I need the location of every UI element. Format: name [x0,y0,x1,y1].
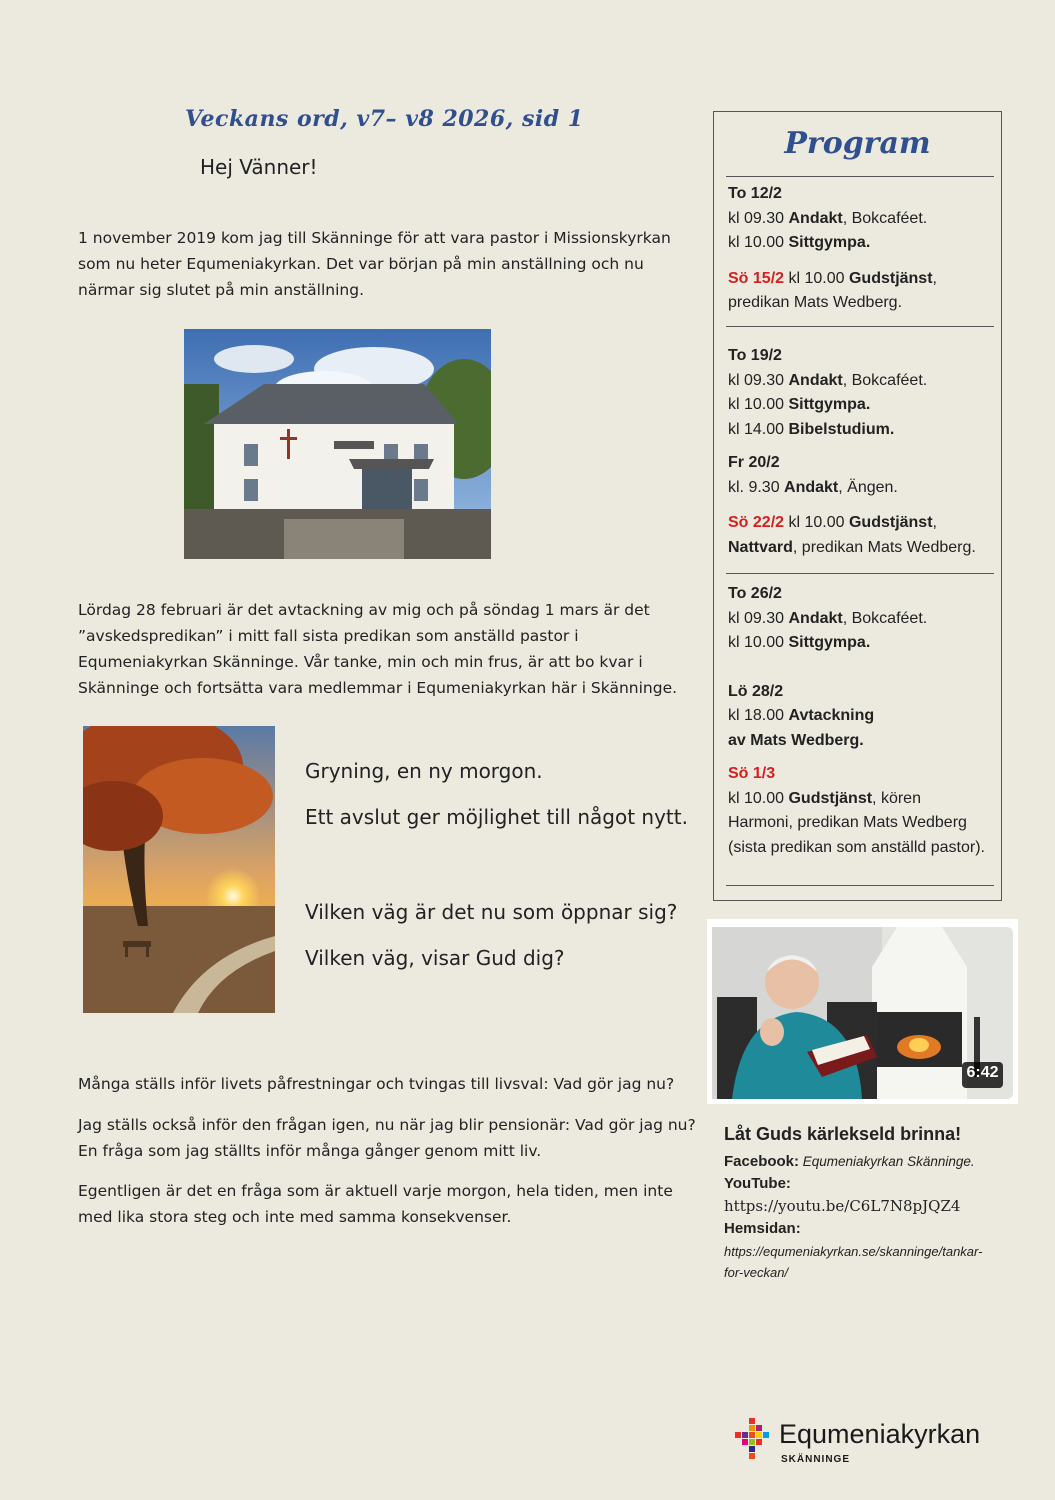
greeting: Hej Vänner! [200,155,318,179]
poem-line-2: Ett avslut ger möjlighet till något nytt. [305,805,688,829]
video-duration: 6:42 [966,1064,999,1081]
program-week-3: To 26/2 kl 09.30 Andakt, Bokcaféet. kl 10.00 Sittgympa. Lö 28/2 kl 18.00 Avtackning av Mats Wedberg. Sö 1/3 kl 10.00 Gudstjänst, kören Harmoni, predikan Mats Wedberg (sista predikan som anställd pastor). [728,585,985,856]
video-thumbnail[interactable] [707,919,1018,1104]
program-week-2: To 19/2 kl 09.30 Andakt, Bokcaféet. kl 10.00 Sittgympa. kl 14.00 Bibelstudium. Fr 20/2 kl. 9.30 Andakt, Ängen. Sö 22/2 kl 10.00 Gudstjänst, Nattvard, predikan Mats Wedberg. [728,347,976,556]
church-photo [184,329,491,559]
poem-line-4: Vilken väg, visar Gud dig? [305,946,565,970]
links-heading: Låt Guds kärlekseld brinna! [724,1124,962,1144]
logo-subtitle: SKÄNNINGE [781,1454,851,1465]
site-link[interactable]: https://equmeniakyrkan.se/skanninge/tankar- for-veckan/ [724,1244,983,1280]
facebook-line: Facebook: Equmeniakyrkan Skänninge. [724,1153,975,1170]
sunrise-tree-photo [83,726,275,1013]
divider [726,326,994,327]
paragraph-choices: Många ställs inför livets påfrestningar och tvingas till livsval: Vad gör jag nu? [78,1075,675,1093]
paragraph-morning: Egentligen är det en fråga som är aktuell varje morgon, hela tiden, men inte med lika stora steg och inte med samma konsekvenser. [78,1182,673,1226]
program-box [713,111,1002,901]
page-title: Veckans ord, v7– v8 2026, sid 1 [185,106,584,132]
divider [726,176,994,177]
paragraph-farewell: Lördag 28 februari är det avtackning av mig och på söndag 1 mars är det ”avskedspredikan” i mitt fall sista predikan som anställd pastor i Equmeniakyrkan Skänninge. Vår tanke, min och min frus, är att bo kvar i Skänninge och fortsätta vara medlemmar i Equmeniakyrkan här i Skänninge. [78,601,678,697]
logo-cross-icon [733,1418,775,1460]
site-label: Hemsidan: [724,1220,801,1237]
paragraph-intro: 1 november 2019 kom jag till Skänninge för att vara pastor i Missionskyrkan som nu heter Equmeniakyrkan. Det var början på min anställning och nu närmar sig slutet på min anställning. [78,229,671,299]
youtube-label: YouTube: [724,1175,791,1192]
logo-wordmark: Equmeniakyrkan [779,1419,981,1449]
paragraph-pension: Jag ställs också inför den frågan igen, nu när jag blir pensionär: Vad gör jag nu? En fråga som jag ställts inför många gånger genom mitt liv. [78,1116,696,1160]
youtube-link[interactable]: https://youtu.be/C6L7N8pJQZ4 [724,1197,961,1215]
facebook-link[interactable]: Equmeniakyrkan Skänninge. [799,1154,975,1169]
divider [726,573,994,574]
poem-line-1: Gryning, en ny morgon. [305,759,543,783]
program-week-1: To 12/2 kl 09.30 Andakt, Bokcaféet. kl 10.00 Sittgympa. Sö 15/2 kl 10.00 Gudstjänst, predikan Mats Wedberg. [728,185,937,311]
program-title: Program [784,126,931,161]
divider [726,885,994,886]
poem-line-3: Vilken väg är det nu som öppnar sig? [305,900,678,924]
